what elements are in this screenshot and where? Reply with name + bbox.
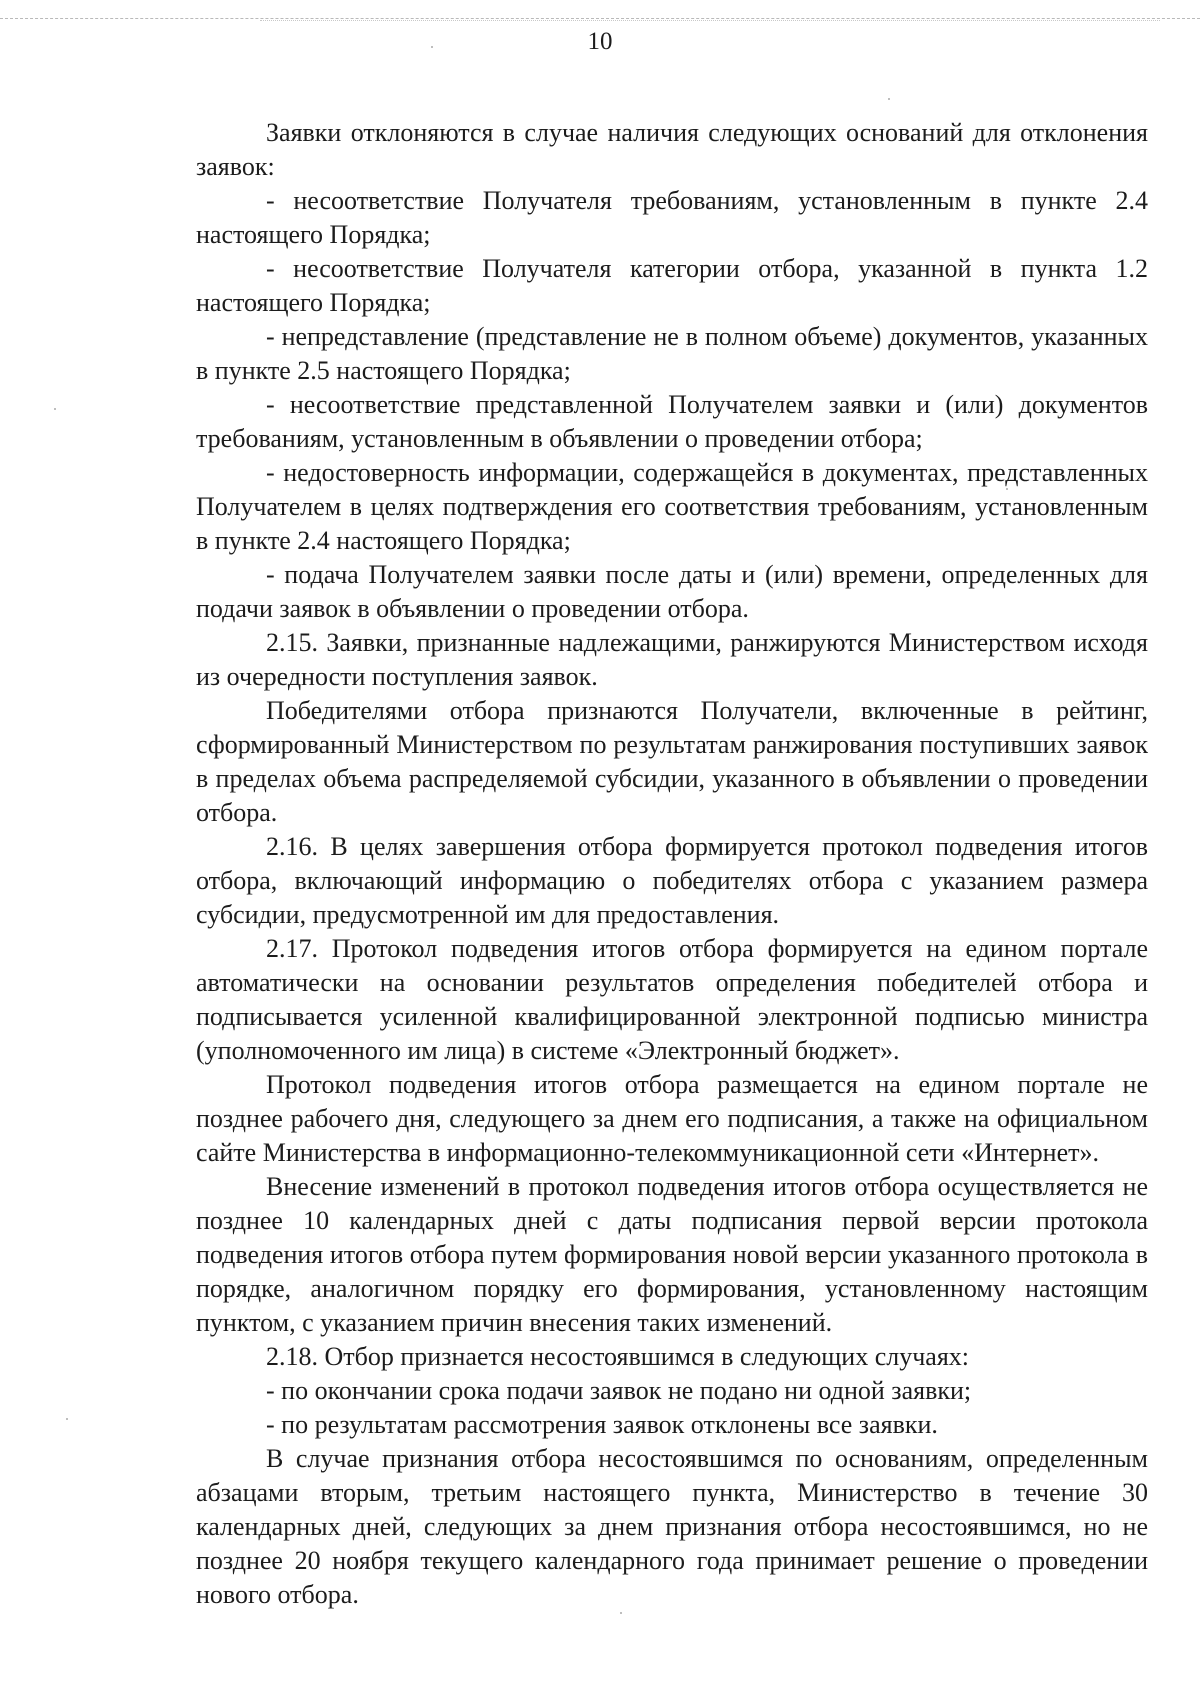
scan-speck	[1006, 488, 1008, 490]
scan-top-edge-secondary	[260, 20, 1160, 21]
paragraph-rejection-grounds: Заявки отклоняются в случае наличия следующих оснований для отклонения заявок:	[196, 118, 1148, 181]
list-item-requirements-mismatch: - несоответствие Получателя требованиям, установленным в пункте 2.4 настоящего Порядка;	[196, 186, 1148, 249]
list-item-no-applications: - по окончании срока подачи заявок не подано ни одной заявки;	[266, 1376, 972, 1405]
scan-speck	[620, 1612, 622, 1614]
paragraph-new-selection: В случае признания отбора несостоявшимся по основаниям, определенным абзацами вторым, третьим настоящего пункта, Министерство в течение 30 календарных дней, следующих за днем признания отбора несостоявшимся, но не позднее 20 ноября текущего календарного года принимает решение о проведении нового отбора.	[196, 1444, 1148, 1609]
paragraph-2-17: 2.17. Протокол подведения итогов отбора формируется на едином портале автоматически на основании результатов определения победителей отбора и подписывается усиленной квалифицированной электронной подписью министра (уполномоченного им лица) в системе «Электронный бюджет».	[196, 934, 1148, 1065]
scan-speck	[54, 408, 56, 410]
scan-speck	[66, 1418, 68, 1420]
paragraph-protocol-changes: Внесение изменений в протокол подведения итогов отбора осуществляется не позднее 10 календарных дней с даты подписания первой версии протокола подведения итогов отбора путем формирования новой версии указанного протокола в порядке, аналогичном порядку его формирования, установленному настоящим пунктом, с указанием причин внесения таких изменений.	[196, 1172, 1148, 1337]
page-number: 10	[587, 28, 613, 55]
paragraph-protocol-publication: Протокол подведения итогов отбора размещается на едином портале не позднее рабочего дня, следующего за днем его подписания, а также на официальном сайте Министерства в информационно-телекоммуникационной сети «Интернет».	[196, 1070, 1148, 1167]
list-item-unreliable-info: - недостоверность информации, содержащейся в документах, представленных Получателем в целях подтверждения его соответствия требованиям, установленным в пункте 2.4 настоящего Порядка;	[196, 458, 1148, 555]
paragraph-2-18: 2.18. Отбор признается несостоявшимся в следующих случаях:	[266, 1342, 970, 1371]
paragraph-2-16: 2.16. В целях завершения отбора формируется протокол подведения итогов отбора, включающий информацию о победителях отбора с указанием размера субсидии, предусмотренной им для предоставления.	[196, 832, 1148, 929]
list-item-application-mismatch: - несоответствие представленной Получателем заявки и (или) документов требованиям, установленным в объявлении о проведении отбора;	[196, 390, 1148, 453]
list-item-category-mismatch: - несоответствие Получателя категории отбора, указанной в пункта 1.2 настоящего Порядка;	[196, 254, 1148, 317]
list-item-late-submission: - подача Получателем заявки после даты и (или) времени, определенных для подачи заявок в объявлении о проведении отбора.	[196, 560, 1148, 623]
scan-top-edge	[0, 18, 1200, 19]
paragraph-2-15: 2.15. Заявки, признанные надлежащими, ранжируются Министерством исходя из очередности поступления заявок.	[196, 628, 1148, 691]
list-item-documents-missing: - непредставление (представление не в полном объеме) документов, указанных в пункте 2.5 настоящего Порядка;	[196, 322, 1148, 385]
paragraph-winners: Победителями отбора признаются Получатели, включенные в рейтинг, сформированный Министерством по результатам ранжирования поступивших заявок в пределах объема распределяемой субсидии, указанного в объявлении о проведении отбора.	[196, 696, 1148, 827]
document-body	[196, 116, 1148, 1612]
scan-speck	[431, 46, 433, 48]
list-item-all-rejected: - по результатам рассмотрения заявок отклонены все заявки.	[266, 1410, 938, 1439]
scan-speck	[888, 98, 890, 100]
